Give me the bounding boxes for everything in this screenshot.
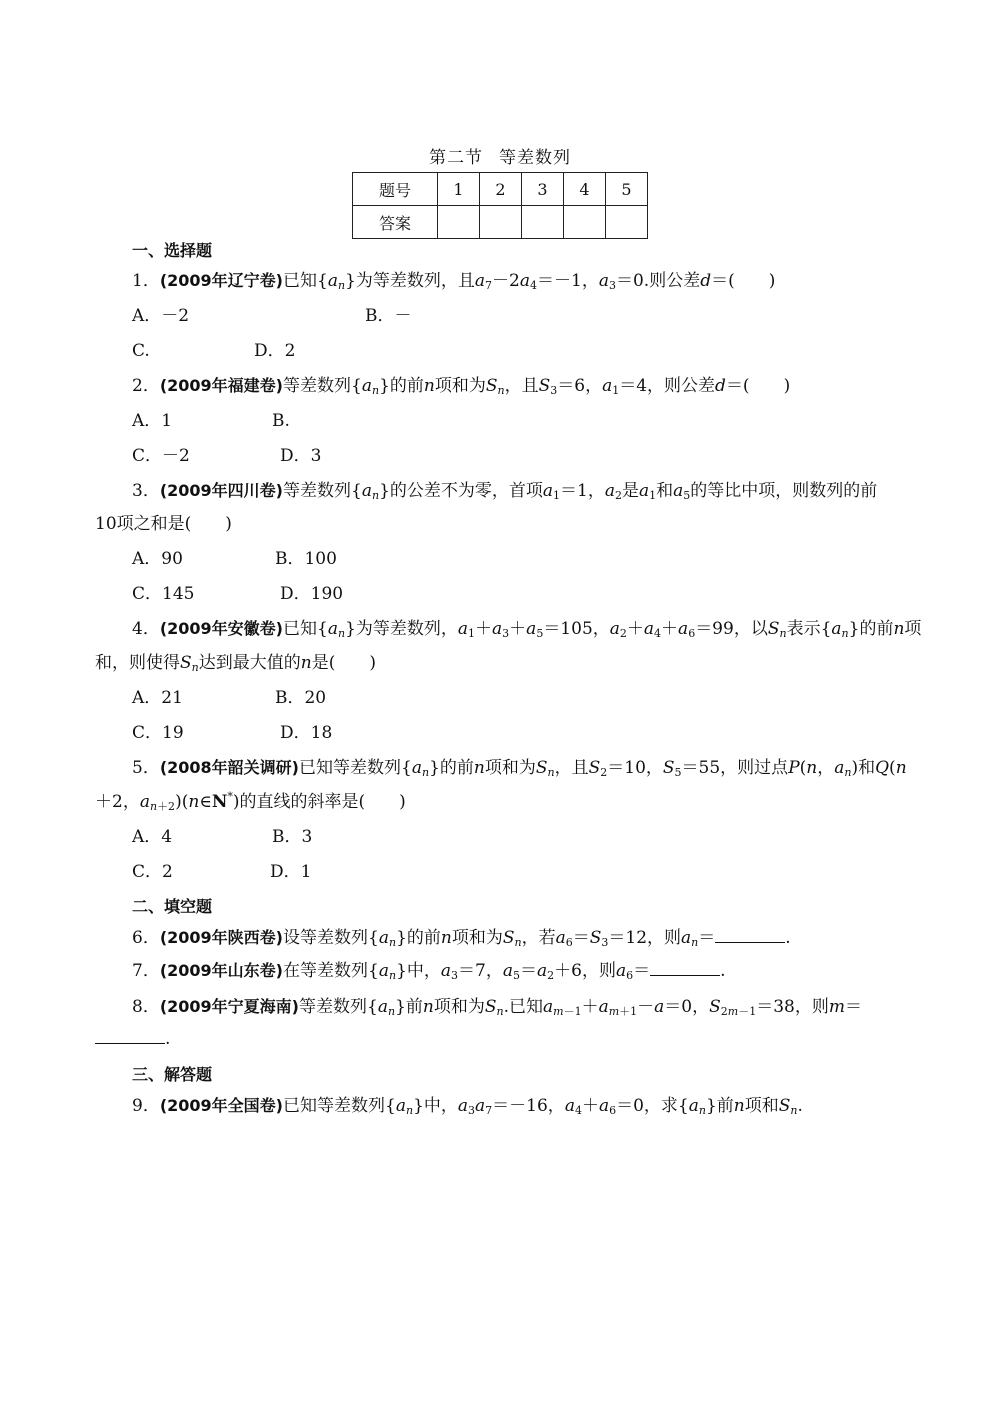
section-name: 第二节 xyxy=(429,148,483,168)
question-4: 4．(2009年安徽卷)已知$\{a_n\}$为等差数列，$a_1+a_3+a_5=105$，$a_2+a_4+a_6=99$，以$S_n$表示$\{a_n\}$的前n项 xyxy=(132,619,922,640)
table-number-cell: 4 xyxy=(564,173,606,206)
section-heading-choice: 一、选择题 xyxy=(132,241,213,260)
topic-name: 等差数列 xyxy=(499,148,571,168)
table-number-cell: 5 xyxy=(606,173,648,206)
answer-cell xyxy=(522,206,564,239)
answer-blank[interactable] xyxy=(95,1029,165,1044)
table-number-cell: 1 xyxy=(438,173,480,206)
question-source: (2009年福建卷) xyxy=(159,376,283,395)
question-1: 1．(2009年辽宁卷)已知$\{a_n\}$为等差数列，且$a_7-2a_4=-1$，$a_3=0$.则公差d＝( ) xyxy=(132,271,776,292)
question-source: (2009年山东卷) xyxy=(159,961,283,980)
question-6: 6．(2009年陕西卷)设等差数列$\{a_n\}$的前n项和为$S_n$，若$a_6=S_3=12$，则$a_n=$ . xyxy=(132,928,791,949)
option-c: C．145 xyxy=(132,584,195,604)
question-5-continued: ＋2，$a_{n+2})(n\in N^*)$的直线的斜率是( ) xyxy=(95,790,406,813)
answer-blank[interactable] xyxy=(715,928,785,943)
option-d: D．3 xyxy=(280,446,322,466)
question-8: 8．(2009年宁夏海南)等差数列$\{a_n\}$前n项和为$S_n$.已知$a_{m-1}+a_{m+1}-a=0$，$S_{2m-1}=38$，则m＝ xyxy=(132,997,862,1018)
option-c: C．－2 xyxy=(132,446,190,466)
option-b: B．－ xyxy=(365,306,412,326)
section-heading-solve: 三、解答题 xyxy=(132,1065,213,1084)
question-3: 3．(2009年四川卷)等差数列$\{a_n\}$的公差不为零，首项$a_1=1$，$a_2$是$a_1$和$a_5$的等比中项，则数列的前 xyxy=(132,481,878,502)
question-source: (2009年陕西卷) xyxy=(159,928,283,947)
option-b: B．100 xyxy=(275,549,337,569)
section-heading-fill: 二、填空题 xyxy=(132,897,213,916)
option-d: D．2 xyxy=(254,341,296,361)
question-source: (2008年韶关调研) xyxy=(159,758,299,777)
answer-blank[interactable] xyxy=(650,961,720,976)
answer-table xyxy=(352,172,648,239)
table-number-cell: 3 xyxy=(522,173,564,206)
answer-cell xyxy=(438,206,480,239)
table-number-cell: 2 xyxy=(480,173,522,206)
answer-label: 答案 xyxy=(353,206,438,239)
option-d: D．1 xyxy=(270,862,312,882)
question-5: 5．(2008年韶关调研)已知等差数列$\{a_n\}$的前n项和为$S_n$，且$S_2=10$，$S_5=55$，则过点P(n，$a_n$)和Q(n xyxy=(132,758,907,779)
question-source: (2009年全国卷) xyxy=(159,1096,283,1115)
question-7: 7．(2009年山东卷)在等差数列$\{a_n\}$中，$a_3=7$，$a_5=a_2+6$，则$a_6=$ . xyxy=(132,961,726,982)
option-d: D．190 xyxy=(280,584,344,604)
answer-cell xyxy=(564,206,606,239)
question-3-continued: 10项之和是( ) xyxy=(95,514,232,534)
answer-table-answer-row xyxy=(353,206,648,239)
option-a: A．21 xyxy=(132,688,183,708)
option-d: D．18 xyxy=(280,723,333,743)
option-a: A．4 xyxy=(132,827,173,847)
answer-cell xyxy=(606,206,648,239)
question-source: (2009年宁夏海南) xyxy=(159,997,299,1016)
question-4-continued: 和，则使得$S_n$达到最大值的n是( ) xyxy=(95,653,376,674)
page-title xyxy=(0,143,1000,168)
option-c: C．2 xyxy=(132,862,173,882)
question-9: 9．(2009年全国卷)已知等差数列$\{a_n\}$中，$a_3a_7=-16$，$a_4+a_6=0$，求$\{a_n\}$前n项和$S_n$. xyxy=(132,1096,803,1117)
option-c: C．19 xyxy=(132,723,184,743)
option-a: A．1 xyxy=(132,411,173,431)
option-b: B．3 xyxy=(272,827,313,847)
option-b: B. xyxy=(272,411,290,431)
question-number-label: 题号 xyxy=(353,173,438,206)
question-source: (2009年辽宁卷) xyxy=(159,271,283,290)
option-a: A．90 xyxy=(132,549,183,569)
option-a: A．－2 xyxy=(132,306,190,326)
question-source: (2009年安徽卷) xyxy=(159,619,283,638)
question-8-continued: . xyxy=(95,1028,170,1050)
option-b: B．20 xyxy=(275,688,327,708)
question-source: (2009年四川卷) xyxy=(159,481,283,500)
option-c: C. xyxy=(132,341,150,361)
question-2: 2．(2009年福建卷)等差数列$\{a_n\}$的前n项和为$S_n$，且$S_3=6$，$a_1=4$，则公差d＝( ) xyxy=(132,376,791,397)
answer-table-header-row xyxy=(353,173,648,206)
answer-cell xyxy=(480,206,522,239)
